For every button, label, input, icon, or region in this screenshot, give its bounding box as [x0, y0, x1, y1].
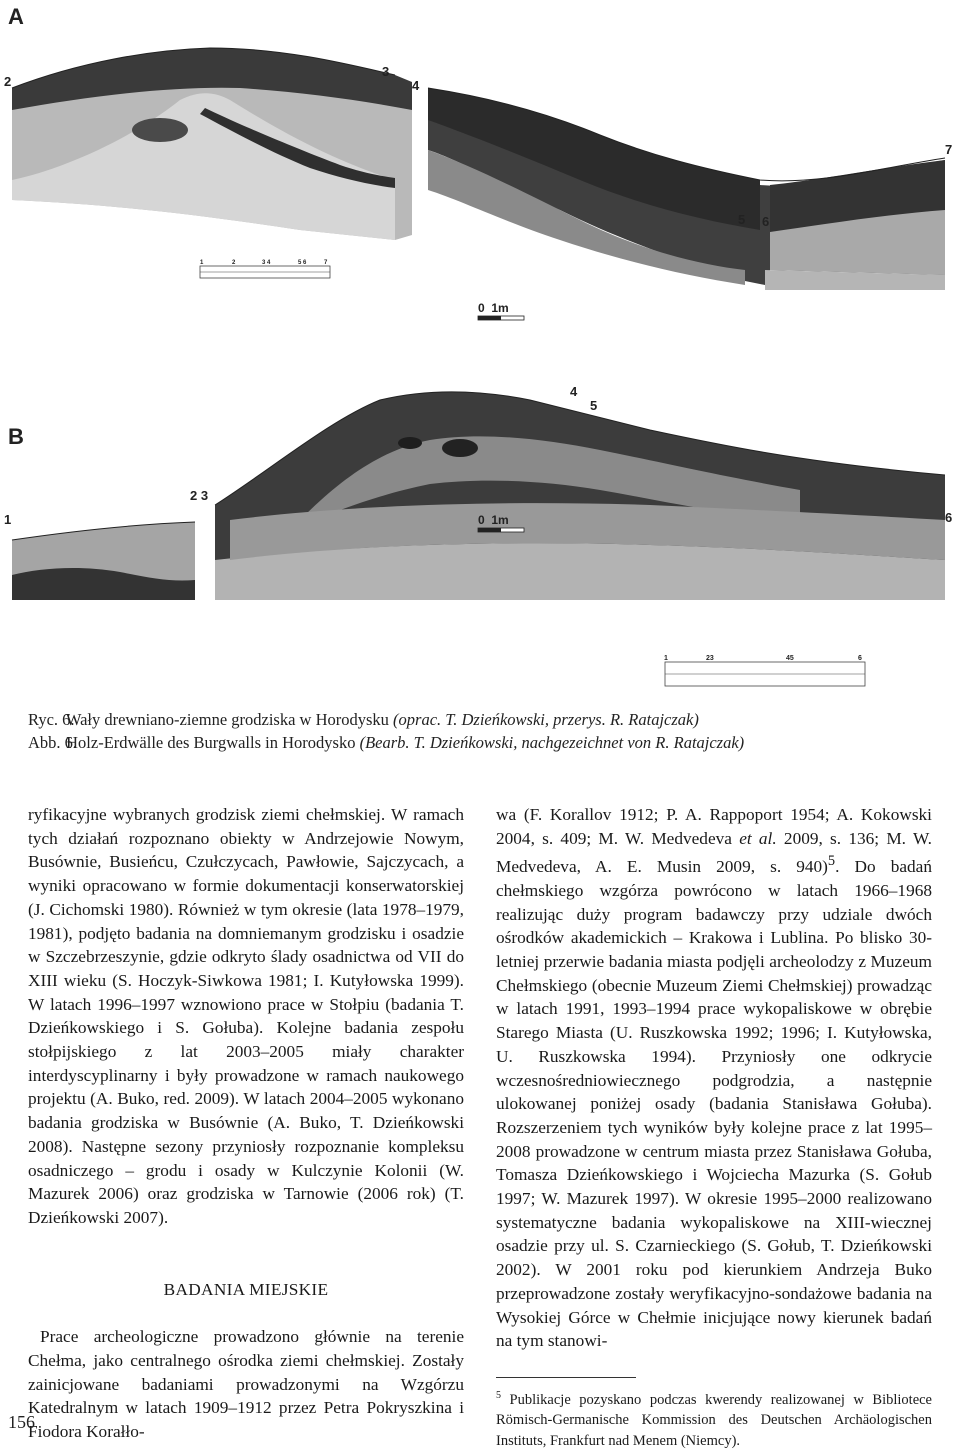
page-number: 156 [8, 1412, 35, 1432]
svg-text:1: 1 [200, 260, 204, 266]
section-a-label: A [8, 4, 24, 29]
section-a-point-2: 2 [4, 74, 12, 89]
right-column [496, 803, 932, 1451]
caption-polish [28, 708, 948, 731]
svg-text:1: 1 [664, 655, 668, 662]
caption-polish-text: Wały drewniano-ziemne grodziska w Horodysku [65, 710, 389, 729]
section-a-point-7: 7 [945, 142, 953, 157]
svg-text:0 1m: 0 1m [478, 513, 509, 527]
caption-german-lead: Abb. 6. [28, 733, 78, 752]
figure-caption [28, 708, 948, 754]
section-a-point-5: 5 [738, 212, 746, 227]
left-paragraph-1: ryfikacyjne wybranych grodzisk ziemi chełmskiej. W ramach tych działań rozpoznano obiekty w Andrzejowie Nowym, Busównie, Busieńcu, Czułczycach, Pawłowie, Sajczycach, a wyniki opracowano w formie dokumentacji konserwatorskiej (J. Cichomski 1980). Również w tym okresie (lata 1978–1979, 1981), podjęto badania na domniemanym grodzisku i osadzie w Szczebrzeszynie, gdzie odkryto ślady osadnictwa od VII do XIII wieku (S. Hoczyk-Siwkowa 1981; I. Kutyłowska 1999). W latach 1996–1997 wznowiono prace w Stołpiu (badania T. Dzieńkowskiego i S. Gołuba). Kolejne badania zespołu stołpijskiego z lat 2003–2005 miały charakter interdyscyplinarny i były prowadzone w ramach naukowego projektu (A. Buko, red. 2009). W latach 2004–2005 wykonano badania grodziska w Busównie (A. Buko, T. Dzieńkowski 2008). Następne sezony przyniosły rozpoznanie kompleksu osadniczego – grodu i osady w Kulczynie Kolonii (W. Mazurek 2006) oraz grodziska w Tarnowie (2006 rok) (T. Dzieńkowski 2007). [28, 805, 464, 1227]
section-b-mini-profile [664, 655, 865, 686]
svg-text:6: 6 [858, 655, 862, 662]
right-paragraph-1: wa (F. Korallov 1912; P. A. Rappoport 1954; A. Kokowski 2004, s. 409; M. W. Medvedeva et al. 2009, s. 136; M. W. Medvedeva, A. E. Musin 2009, s. 940)$^5$. Do badań chełmskiego wzgórza powrócono w latach 1966–1968 realizując duży program badawczy przy udziale dwóch ośrodków akademickich – Krakowa i Lublina. Po blisko 30-letniej przerwie badania miasta podjęli archeolodzy z Muzeum Chełmskiego (obecnie Muzeum Ziemi Chełmskiej) prowadząc w latach 1991, 1993–1994 prace wykopaliskowe w obrębie Starego Miasta (U. Ruszkowska 1992; 1996; I. Kutyłowska, U. Ruszkowska 1994). Przyniosły one odkrycie wczesnośredniowiecznego podgrodzia, a następnie ulokowanej poniżej osady (badania Stanisława Gołuba). Rozszerzeniem tych wyników były kolejne prace z lat 1995–2008 prowadzone w centrum miasta przez Stanisława Gołuba, Tomasza Dzieńkowskiego i Wojciecha Mazurka (S. Gołub 1997; W. Mazurek 1997). W okresie 1995–2000 realizowano systematyczne badania wykopaliskowe na XIII-wiecznej osadzie przy ul. S. Czarnieckiego (S. Gołub, T. Dzieńkowski 2002). W 2001 roku pod kierunkiem Andrzeja Buko przeprowadzone zostały weryfikacyjno-sondażowe badania na Wysokiej Górce w Chełmie inicjujące nowy kierunek badań na tym stanowi- [496, 805, 932, 1351]
figure-cross-sections [0, 0, 960, 700]
caption-polish-credit: (oprac. T. Dzieńkowski, przerys. R. Ratajczak) [393, 710, 699, 729]
section-b-point-1: 1 [4, 512, 12, 527]
section-b [4, 384, 952, 686]
footnote-rule [496, 1377, 636, 1378]
section-a-dark-lens [132, 118, 188, 142]
svg-text:45: 45 [786, 655, 794, 662]
section-heading: BADANIA MIEJSKIE [163, 1279, 329, 1299]
section-b-point-5: 5 [590, 398, 598, 413]
section-b-label: B [8, 424, 24, 449]
section-a-point-3: 3 [382, 64, 390, 79]
left-paragraph-2: Prace archeologiczne prowadzono głównie na terenie Chełma, jako centralnego ośrodka ziemi chełmskiej. Zostały zainicjowane badaniami prowadzonymi na Wzgórzu Katedralnym w latach 1909–1912 przez Petra Pokryszkina i Fiodora Korałło- [28, 1327, 464, 1442]
section-b-dark-lens-2 [442, 439, 478, 457]
section-b-point-6: 6 [945, 510, 953, 525]
left-column [28, 803, 464, 1444]
svg-text:7: 7 [324, 260, 328, 266]
svg-text:2: 2 [232, 260, 236, 266]
caption-german-credit: (Bearb. T. Dzieńkowski, nachgezeichnet von R. Ratajczak) [359, 733, 745, 752]
caption-german [28, 731, 948, 754]
footnote-ref: 5 [827, 853, 836, 870]
section-a-mini-profile [200, 260, 330, 278]
svg-text:5 6: 5 6 [298, 260, 307, 266]
caption-polish-lead: Ryc. 6. [28, 710, 75, 729]
section-a-point-4: 4 [412, 78, 420, 93]
caption-german-text: Holz-Erdwälle des Burgwalls in Horodysko [66, 733, 356, 752]
footnote [496, 1386, 932, 1451]
footnote-text: Publikacje pozyskano podczas kwerendy realizowanej w Bibliotece Römisch-Germanische Kommission des Deutschen Archäologischen Instituts, Frankfurt nad Menem (Niemcy). [496, 1391, 932, 1449]
section-a-scale-bar [478, 301, 524, 320]
svg-text:0 1m: 0 1m [478, 301, 509, 315]
section-b-dark-lens-1 [398, 437, 422, 449]
section-b-point-4: 4 [570, 384, 578, 399]
section-a-point-6: 6 [762, 214, 770, 229]
footnote-number: 5 [496, 1389, 501, 1401]
section-a [4, 4, 952, 320]
cross-section-drawing [0, 0, 960, 700]
section-b-point-2-3: 2 3 [190, 488, 209, 503]
svg-text:23: 23 [706, 655, 714, 662]
svg-text:3 4: 3 4 [262, 260, 271, 266]
